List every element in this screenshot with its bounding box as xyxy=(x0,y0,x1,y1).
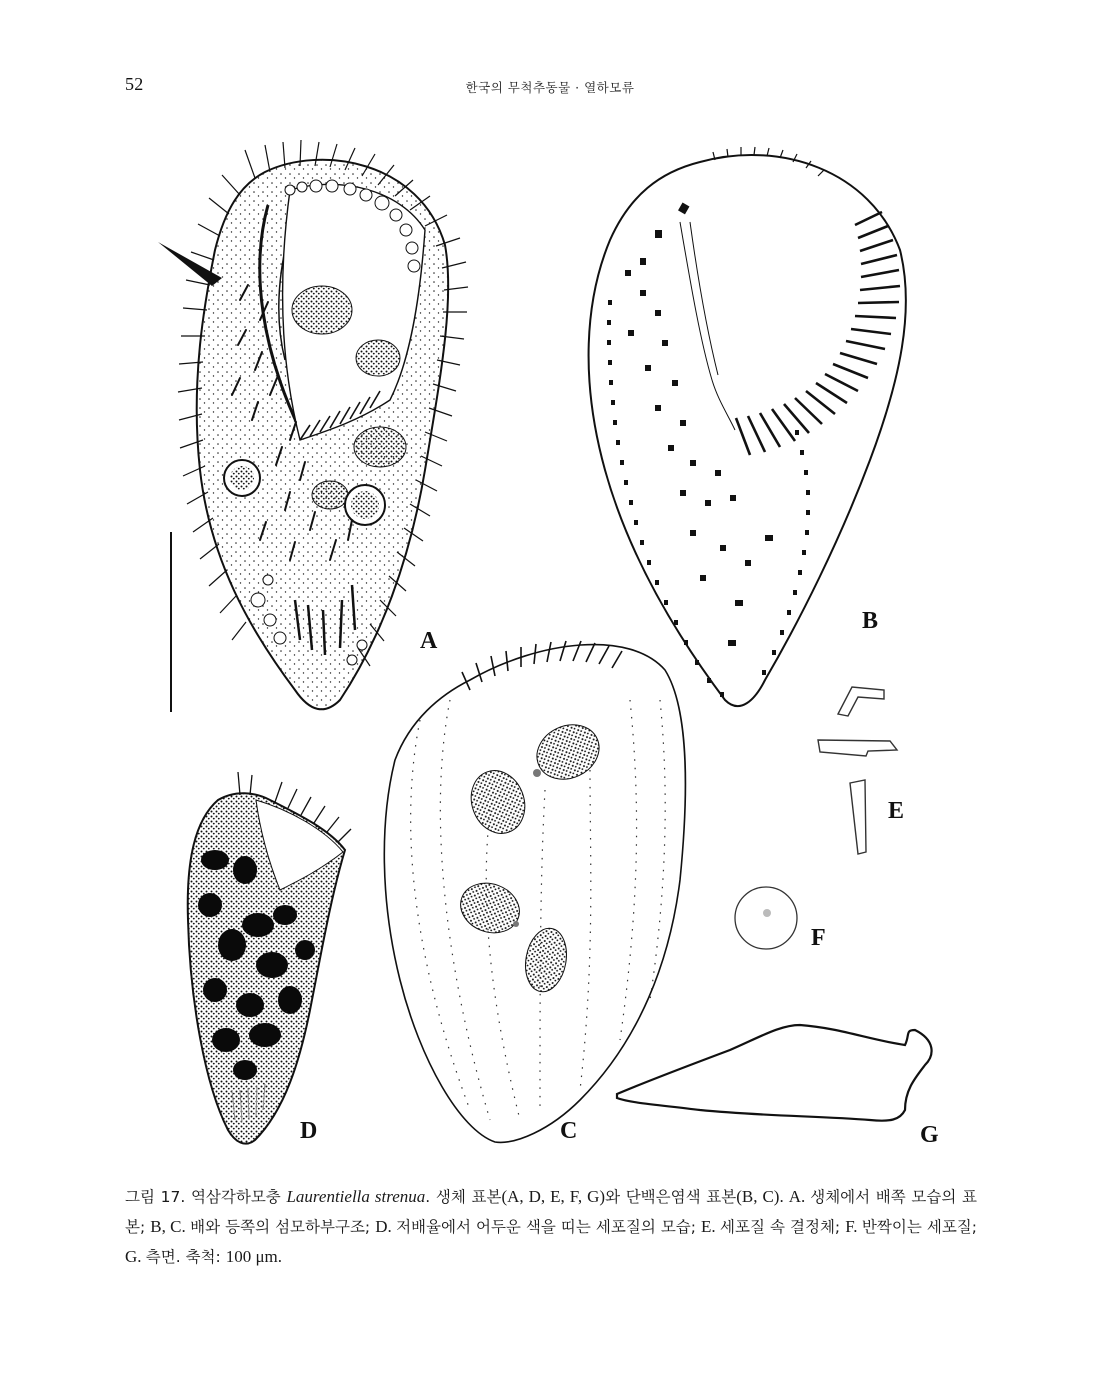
panel-label-a: A xyxy=(420,628,438,654)
caption-species-name: Laurentiella strenua xyxy=(286,1187,426,1206)
figure-caption xyxy=(125,1182,977,1272)
caption-text-12: F. xyxy=(845,1217,862,1236)
panel-label-f: F xyxy=(811,925,826,951)
panel-d-drawing xyxy=(188,772,351,1144)
panel-label-b: B xyxy=(862,608,879,634)
caption-text-8: D. xyxy=(375,1217,397,1236)
caption-prefix: 그림 17. 역삼각하모충 xyxy=(125,1188,287,1206)
caption-text-2: (A, D, E, F, G) xyxy=(501,1187,606,1206)
panel-label-d: D xyxy=(300,1118,318,1144)
panel-label-e: E xyxy=(888,798,905,824)
caption-text-5: 생체에서 배쪽 모습의 표본; xyxy=(125,1188,977,1236)
caption-text-10: E. xyxy=(701,1217,721,1236)
running-title: 한국의 무척추동물 · 열하모류 xyxy=(465,80,635,95)
panel-e-drawing xyxy=(818,687,897,854)
caption-text-13: 반짝이는 세포질; xyxy=(861,1218,977,1236)
caption-scale: 100 μm. xyxy=(225,1247,283,1266)
panel-g-drawing xyxy=(617,1025,932,1121)
caption-text-15: 측면. 축척: xyxy=(145,1248,226,1266)
caption-text-3: 와 단백은염색 표본 xyxy=(605,1188,737,1206)
caption-text-1: . 생체 표본 xyxy=(425,1188,502,1206)
panel-label-c: C xyxy=(560,1118,578,1144)
panel-label-g: G xyxy=(920,1122,939,1148)
caption-text-11: 세포질 속 결정체; xyxy=(720,1218,846,1236)
panel-c-drawing xyxy=(384,641,685,1142)
caption-text-14: G. xyxy=(125,1247,146,1266)
caption-text-6: B, C. xyxy=(150,1217,191,1236)
caption-text-9: 저배율에서 어두운 색을 띠는 세포질의 모습; xyxy=(396,1218,702,1236)
page-number: 52 xyxy=(125,74,144,94)
panel-f-drawing xyxy=(735,887,797,949)
caption-text-7: 배와 등쪽의 섬모하부구조; xyxy=(190,1218,376,1236)
caption-text-4: (B, C). A. xyxy=(736,1187,811,1206)
panel-b-drawing xyxy=(589,147,906,706)
panel-a-drawing xyxy=(158,140,468,709)
